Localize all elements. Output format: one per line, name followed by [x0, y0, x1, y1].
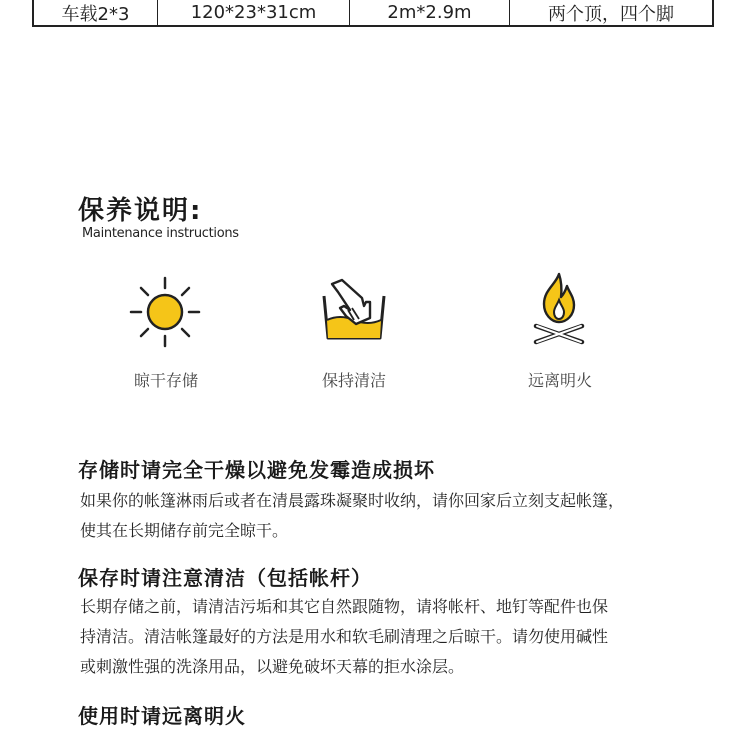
icon-label: 晾干存储 — [133, 371, 198, 390]
maintenance-title: 保养说明: — [78, 196, 203, 226]
body-line: 持清洁。清洁帐篷最好的方法是用水和软毛刷清理之后晾干。请勿使用碱性 — [80, 627, 609, 646]
body-line: 或刺激性强的洗涤用品，以避免破坏天幕的拒水涂层。 — [80, 657, 465, 676]
spec-cell: 两个顶，四个脚 — [548, 3, 674, 25]
section-heading: 保存时请注意清洁（包括帐杆） — [78, 566, 372, 590]
spec-cell: 车载2*3 — [34, 0, 158, 25]
maintenance-subtitle: Maintenance instructions — [82, 226, 239, 241]
spec-cell: 2m*2.9m — [350, 0, 510, 25]
spec-table-row — [32, 0, 714, 27]
fire-icon — [526, 270, 592, 350]
body-line: 使其在长期储存前完全晾干。 — [80, 521, 289, 540]
body-line: 如果你的帐篷淋雨后或者在清晨露珠凝聚时收纳，请你回家后立刻支起帐篷， — [80, 491, 625, 510]
section-body — [80, 592, 720, 682]
hand-wash-icon — [318, 272, 390, 344]
icon-label: 远离明火 — [527, 371, 592, 390]
section-body — [80, 486, 720, 546]
body-line: 长期存储之前，请清洁污垢和其它自然跟随物，请将帐杆、地钉等配件也保 — [80, 597, 609, 616]
section-heading: 使用时请远离明火 — [78, 704, 246, 728]
section-heading: 存储时请完全干燥以避免发霉造成损坏 — [78, 458, 435, 482]
spec-cell: 120*23*31cm — [158, 0, 350, 25]
sun-icon — [125, 272, 205, 352]
icon-label: 保持清洁 — [321, 371, 386, 390]
